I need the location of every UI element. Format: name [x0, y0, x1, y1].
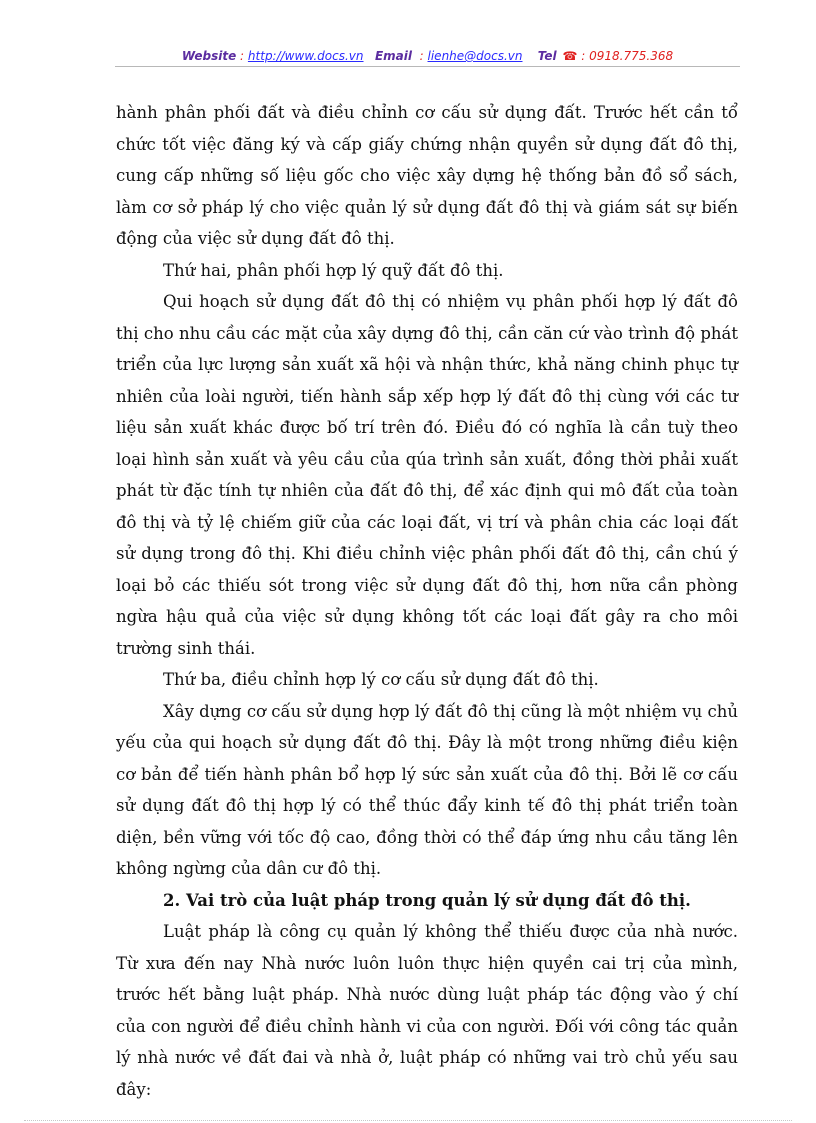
email-label: Email — [374, 49, 412, 63]
tel-label: Tel — [537, 49, 557, 63]
footer-divider — [24, 1120, 792, 1121]
email-separator: : — [419, 49, 424, 63]
header-divider — [115, 66, 740, 67]
email-link[interactable]: lienhe@docs.vn — [427, 49, 523, 63]
document-body — [116, 97, 738, 1105]
website-separator: : — [240, 49, 245, 63]
website-label: Website — [181, 49, 237, 63]
section-heading: 2. Vai trò của luật pháp trong quản lý sử dụng đất đô thị. — [163, 890, 691, 910]
phone-icon: ☎ — [562, 49, 578, 63]
paragraph-law-role: Luật pháp là công cụ quản lý không thể thiếu được của nhà nước. Từ xưa đến nay Nhà nước luôn luôn thực hiện quyền cai trị của mình, trước hết bằng luật pháp. Nhà nước dùng luật pháp tác động vào ý chí của con người để điều chỉnh hành vi của con người. Đối với công tác quản lý nhà nước về đất đai và nhà ở, luật pháp có những vai trò chủ yếu sau đây: — [116, 922, 738, 1099]
paragraph-continuation: hành phân phối đất và điều chỉnh cơ cấu sử dụng đất. Trước hết cần tổ chức tốt việc đăng ký và cấp giấy chứng nhận quyền sử dụng đất đô thị, cung cấp những số liệu gốc cho việc xây dựng hệ thống bản đồ sổ sách, làm cơ sở pháp lý cho việc quản lý sử dụng đất đô thị và giám sát sự biến động của việc sử dụng đất đô thị. — [116, 103, 738, 248]
paragraph-land-allocation: Qui hoạch sử dụng đất đô thị có nhiệm vụ phân phối hợp lý đất đô thị cho nhu cầu các mặt của xây dựng đô thị, cần căn cứ vào trình độ phát triển của lực lượng sản xuất xã hội và nhận thức, khả năng chinh phục tự nhiên của loài người, tiến hành sắp xếp hợp lý đất đô thị cùng với các tư liệu sản xuất khác được bố trí trên đó. Điều đó có nghĩa là cần tuỳ theo loại hình sản xuất và yêu cầu của qúa trình sản xuất, đồng thời phải xuất phát từ đặc tính tự nhiên của đất đô thị, để xác định qui mô đất của toàn đô thị và tỷ lệ chiếm giữ của các loại đất, vị trí và phân chia các loại đất sử dụng trong đô thị. Khi điều chỉnh việc phân phối đất đô thị, cần chú ý loại bỏ các thiếu sót trong việc sử dụng đất đô thị, hơn nữa cần phòng ngừa hậu quả của việc sử dụng không tốt các loại đất gây ra cho môi trường sinh thái. — [116, 292, 738, 658]
tel-number: : 0918.775.368 — [581, 49, 674, 63]
page-header — [115, 48, 740, 64]
paragraph-third-point: Thứ ba, điều chỉnh hợp lý cơ cấu sử dụng đất đô thị. — [163, 670, 599, 689]
paragraph-land-structure: Xây dựng cơ cấu sử dụng hợp lý đất đô thị cũng là một nhiệm vụ chủ yếu của qui hoạch sử dụng đất đô thị. Đây là một trong những điều kiện cơ bản để tiến hành phân bổ hợp lý sức sản xuất của đô thị. Bởi lẽ cơ cấu sử dụng đất đô thị hợp lý có thể thúc đẩy kinh tế đô thị phát triển toàn diện, bền vững với tốc độ cao, đồng thời có thể đáp ứng nhu cầu tăng lên không ngừng của dân cư đô thị. — [116, 701, 738, 878]
website-link[interactable]: http://www.docs.vn — [247, 49, 364, 63]
paragraph-second-point: Thứ hai, phân phối hợp lý quỹ đất đô thị. — [163, 260, 504, 280]
